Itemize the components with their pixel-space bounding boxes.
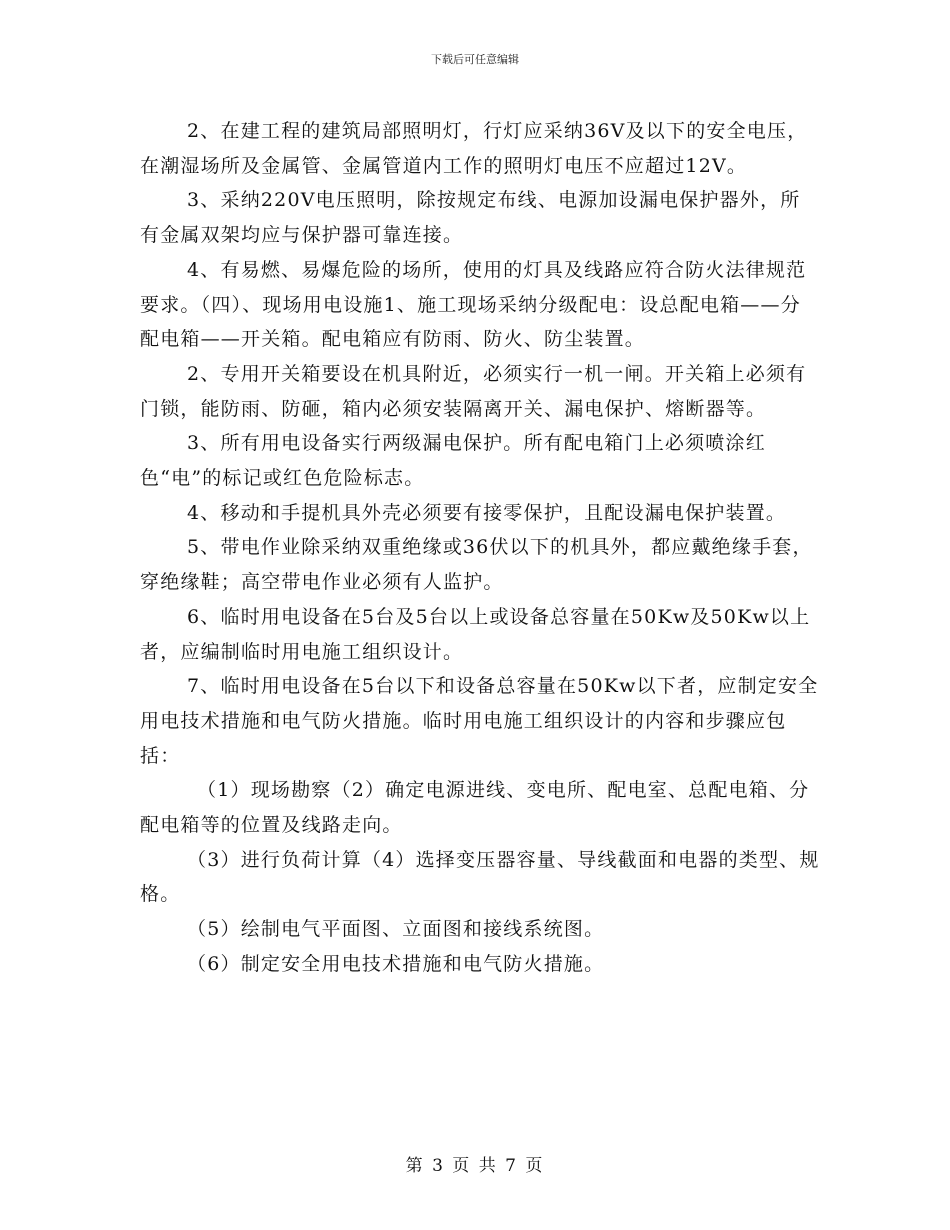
paragraph-step-1-2: （1）现场勘察（2）确定电源进线、变电所、配电室、总配电箱、分配电箱等的位置及线路走向。 bbox=[140, 779, 810, 837]
paragraph-item-3-leakage: 3、所有用电设备实行两级漏电保护。所有配电箱门上必须喷涂红色“电”的标记或红色危险标志。 bbox=[140, 432, 766, 490]
document-body bbox=[140, 114, 820, 982]
paragraph-step-3-4: （3）进行负荷计算（4）选择变压器容量、导线截面和电器的类型、规格。 bbox=[140, 848, 820, 906]
paragraph-item-4-grounding: 4、移动和手提机具外壳必须要有接零保护，且配设漏电保护装置。 bbox=[187, 501, 787, 524]
paragraph-item-3: 3、采纳220V电压照明，除按规定布线、电源加设漏电保护器外，所有金属双架均应与保护器可靠连接。 bbox=[140, 189, 801, 247]
page-number: 第 3 页 共 7 页 bbox=[405, 1156, 545, 1176]
paragraph-item-6: 6、临时用电设备在5台及5台以上或设备总容量在50Kw及50Kw以上者，应编制临时用电施工组织设计。 bbox=[140, 605, 811, 663]
paragraph-item-4: 4、有易燃、易爆危险的场所，使用的灯具及线路应符合防火法律规范要求。（四）、现场用电设施1、施工现场采纳分级配电：设总配电箱——分配电箱——开关箱。配电箱应有防雨、防火、防尘装置。 bbox=[140, 258, 807, 351]
paragraph-step-6: （6）制定安全用电技术措施和电气防火措施。 bbox=[187, 952, 605, 975]
paragraph-step-5: （5）绘制电气平面图、立面图和接线系统图。 bbox=[187, 918, 605, 941]
paragraph-item-2-switchbox: 2、专用开关箱要设在机具附近，必须实行一机一闸。开关箱上必须有门锁，能防雨、防砸，箱内必须安装隔离开关、漏电保护、熔断器等。 bbox=[140, 362, 807, 420]
paragraph-item-7: 7、临时用电设备在5台以下和设备总容量在50Kw以下者，应制定安全用电技术措施和电气防火措施。临时用电施工组织设计的内容和步骤应包括： bbox=[140, 675, 819, 767]
paragraph-item-2: 2、在建工程的建筑局部照明灯，行灯应采纳36V及以下的安全电压，在潮湿场所及金属管、金属管道内工作的照明灯电压不应超过12V。 bbox=[140, 120, 808, 177]
page-header: 下载后可任意编辑 bbox=[431, 53, 519, 66]
paragraph-item-5: 5、带电作业除采纳双重绝缘或36伏以下的机具外，都应戴绝缘手套，穿绝缘鞋；高空带电作业必须有人监护。 bbox=[140, 536, 813, 594]
